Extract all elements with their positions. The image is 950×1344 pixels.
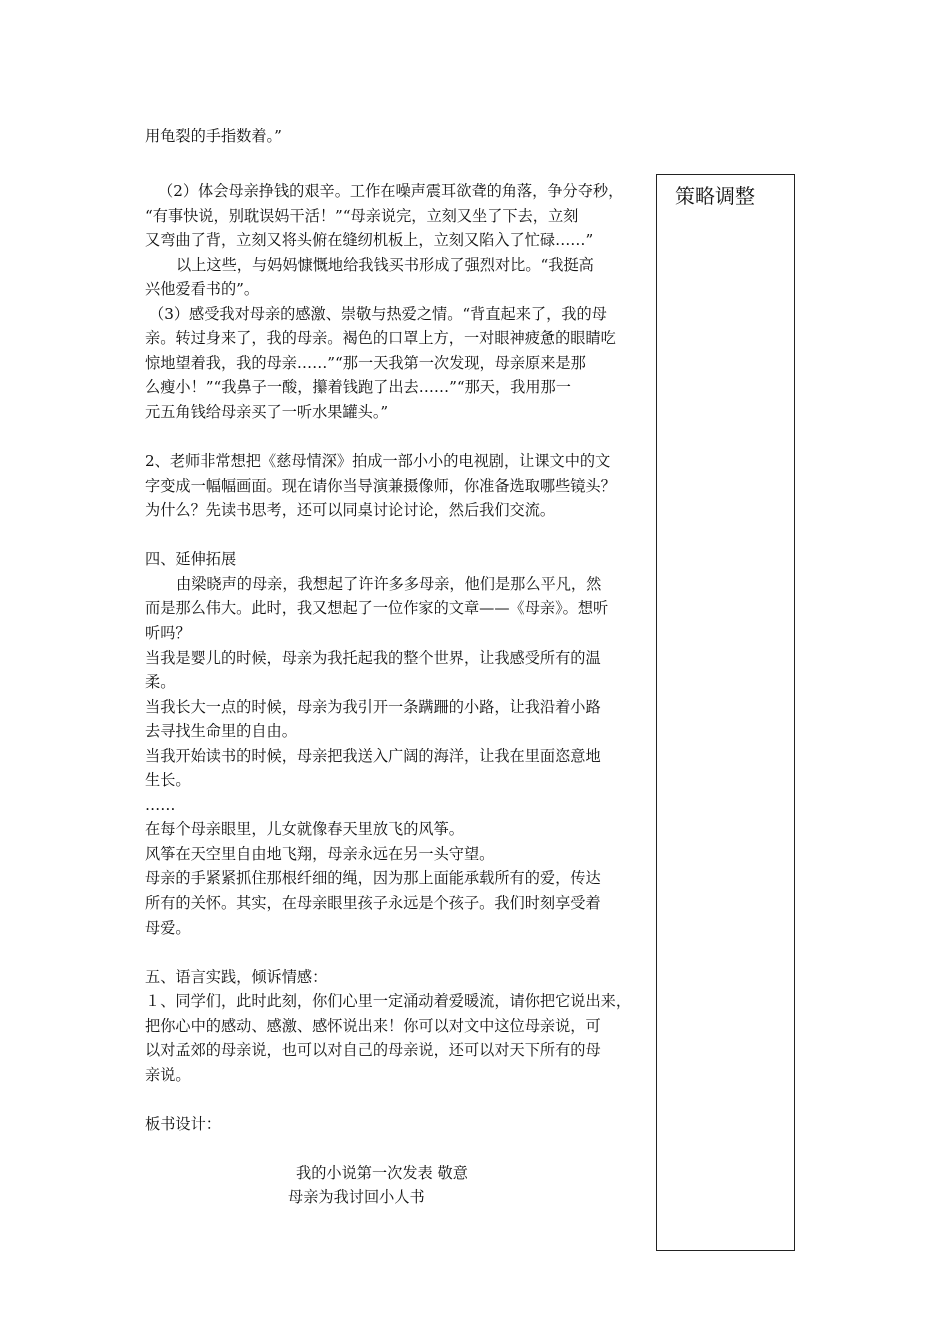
blackboard-line: 我的小说第一次发表 敬意 bbox=[296, 1164, 468, 1182]
text-line: 用龟裂的手指数着。” bbox=[145, 127, 282, 145]
section-heading: 五、语言实践，倾诉情感： bbox=[145, 968, 328, 986]
text-line: 2、老师非常想把《慈母情深》拍成一部小小的电视剧，让课文中的文 bbox=[145, 452, 611, 470]
text-line: 把你心中的感动、感激、感怀说出来！你可以对文中这位母亲说，可 bbox=[145, 1017, 601, 1035]
text-line: 以上这些，与妈妈慷慨地给我钱买书形成了强烈对比。“我挺高 bbox=[176, 256, 594, 274]
text-line: 惊地望着我，我的母亲……”“那一天我第一次发现，母亲原来是那 bbox=[145, 354, 586, 372]
text-line: …… bbox=[145, 796, 176, 814]
text-line: 在每个母亲眼里，儿女就像春天里放飞的风筝。 bbox=[145, 820, 464, 838]
text-line: 当我是婴儿的时候，母亲为我托起我的整个世界，让我感受所有的温 bbox=[145, 649, 601, 667]
text-line: 当我开始读书的时候，母亲把我送入广阔的海洋，让我在里面恣意地 bbox=[145, 747, 601, 765]
text-line: 元五角钱给母亲买了一听水果罐头。” bbox=[145, 403, 389, 421]
text-line: 亲。转过身来了，我的母亲。褐色的口罩上方，一对眼神疲惫的眼睛吃 bbox=[145, 329, 616, 347]
text-line: 听吗？ bbox=[145, 624, 191, 642]
text-line: 么瘦小！”“我鼻子一酸，攥着钱跑了出去……”“那天，我用那一 bbox=[145, 378, 571, 396]
text-line: 风筝在天空里自由地飞翔，母亲永远在另一头守望。 bbox=[145, 845, 495, 863]
text-line: １、同学们，此时此刻，你们心里一定涌动着爱暖流，请你把它说出来， bbox=[145, 992, 631, 1010]
text-line: 兴他爱看书的”。 bbox=[145, 280, 260, 298]
text-line: 母亲的手紧紧抓住那根纤细的绳，因为那上面能承载所有的爱，传达 bbox=[145, 869, 601, 887]
text-line: （3）感受我对母亲的感激、崇敬与热爱之情。“背直起来了，我的母 bbox=[149, 305, 607, 323]
text-line: 亲说。 bbox=[145, 1066, 191, 1084]
section-heading: 四、延伸拓展 bbox=[145, 550, 237, 568]
text-line: 所有的关怀。其实，在母亲眼里孩子永远是个孩子。我们时刻享受着 bbox=[145, 894, 601, 912]
text-line: 以对孟郊的母亲说，也可以对自己的母亲说，还可以对天下所有的母 bbox=[145, 1041, 601, 1059]
text-line: （2）体会母亲挣钱的艰辛。工作在噪声震耳欲聋的角落，争分夺秒， bbox=[158, 182, 624, 200]
text-line: 母爱。 bbox=[145, 919, 191, 937]
text-line: 当我长大一点的时候，母亲为我引开一条蹒跚的小路，让我沿着小路 bbox=[145, 698, 601, 716]
text-line: 生长。 bbox=[145, 771, 191, 789]
blackboard-line: 母亲为我讨回小人书 bbox=[288, 1188, 425, 1206]
text-line: 为什么？先读书思考，还可以同桌讨论讨论，然后我们交流。 bbox=[145, 501, 556, 519]
text-line: 去寻找生命里的自由。 bbox=[145, 722, 297, 740]
text-line: 又弯曲了背，立刻又将头俯在缝纫机板上，立刻又陷入了忙碌……” bbox=[145, 231, 594, 249]
text-line: 由梁晓声的母亲，我想起了许许多多母亲，他们是那么平凡，然 bbox=[176, 575, 602, 593]
text-line: 而是那么伟大。此时，我又想起了一位作家的文章——《母亲》。想听 bbox=[145, 599, 609, 617]
text-line: “有事快说，别耽误妈干活！”“母亲说完，立刻又坐了下去，立刻 bbox=[145, 207, 579, 225]
strategy-adjustment-column bbox=[656, 174, 795, 1251]
strategy-adjustment-title: 策略调整 bbox=[675, 184, 755, 208]
text-line: 字变成一幅幅画面。现在请你当导演兼摄像师，你准备选取哪些镜头？ bbox=[145, 477, 616, 495]
text-line: 柔。 bbox=[145, 673, 176, 691]
section-heading: 板书设计： bbox=[145, 1115, 221, 1133]
